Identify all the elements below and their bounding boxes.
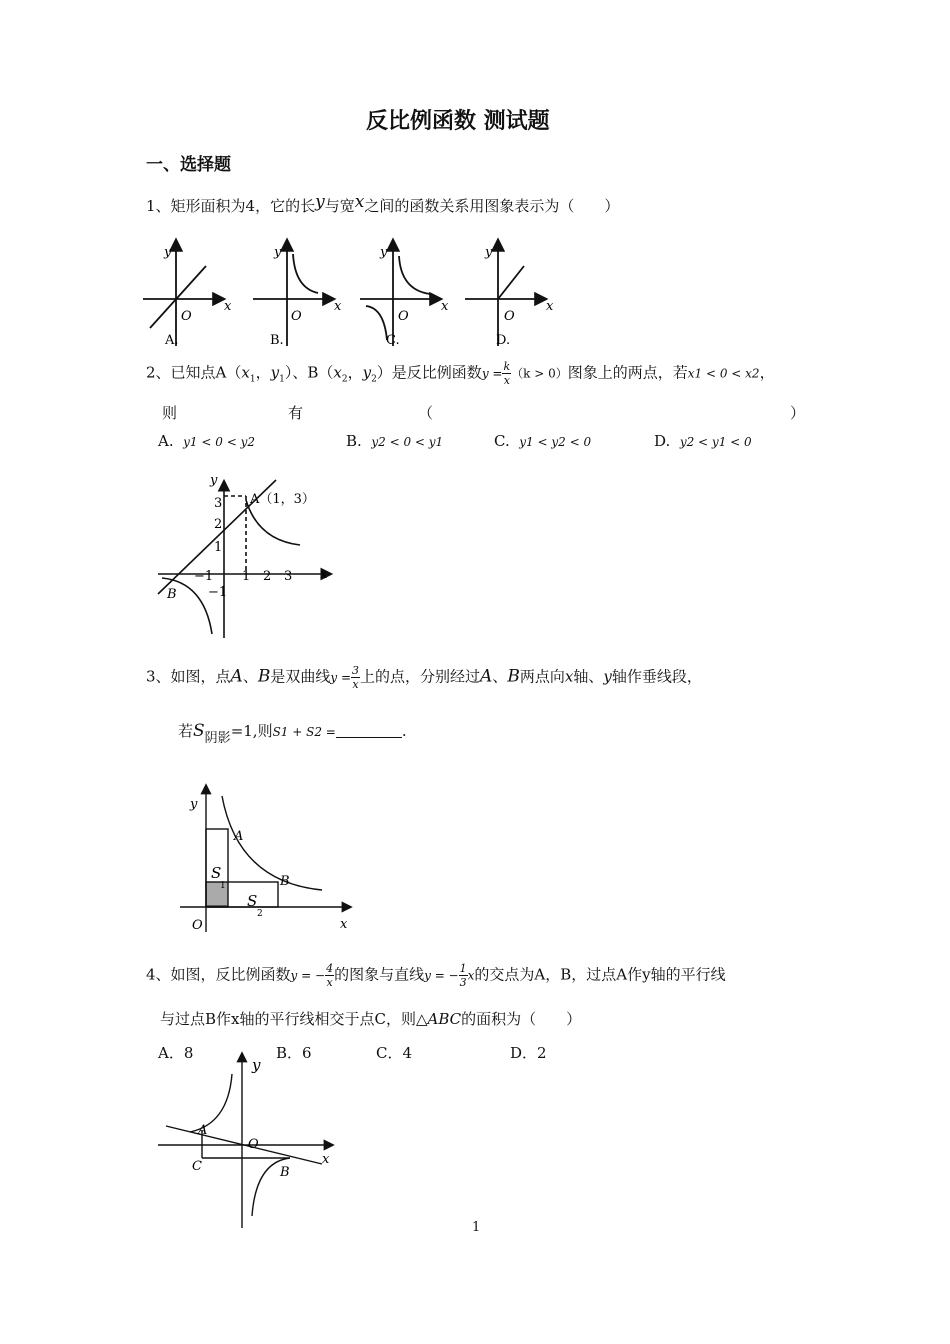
page-number: 1 (472, 1220, 481, 1235)
answer-blank[interactable] (336, 727, 402, 738)
q2-option-d[interactable]: D. y2 < y1 < 0 (654, 432, 752, 450)
question-1-text: 1、矩形面积为4，它的长y与宽x之间的函数关系用图象表示为（ ） (146, 192, 620, 215)
graph-b (253, 241, 333, 346)
question-3-text: 3、如图，点A、B是双曲线y = $\frac{3}{x}$ 上的点，分别经过A、B两点向x轴、y轴作垂线段， (146, 664, 702, 691)
q4-x-label: x (322, 1152, 330, 1167)
q3-point-b: B (280, 874, 290, 889)
graph-b-x-label: x (334, 299, 342, 314)
q2-tick-x: 3 (284, 569, 293, 584)
q2-option-c[interactable]: C. y1 < y2 < 0 (494, 432, 592, 450)
q3-point-a: A (234, 829, 244, 844)
graph-c-y-label: y (380, 245, 388, 260)
question-2-line2-b: 有 (288, 404, 304, 422)
question-2-graph (150, 470, 350, 642)
q4-point-b: B (280, 1165, 290, 1180)
question-2-line2-a: 则 (162, 404, 178, 422)
q3-s2: S (247, 892, 258, 910)
graph-a-y-label: y (164, 245, 172, 260)
q4-option-c[interactable]: C．4 (376, 1044, 413, 1062)
q2-tick-y: 2 (214, 517, 223, 532)
q2-tick-y: 3 (214, 496, 223, 511)
graph-c-label: C. (386, 333, 400, 348)
q2-point-b-label: B (167, 587, 177, 602)
graph-d-x-label: x (546, 299, 554, 314)
question-2-line2-d: ） (790, 404, 806, 422)
q2-tick-x: 1 (242, 569, 251, 584)
graph-c-x-label: x (441, 299, 449, 314)
question-4-graph (150, 1050, 350, 1230)
q4-option-d[interactable]: D．2 (510, 1044, 547, 1062)
question-2-text: 2、已知点$A(x_1$，$y_1$）、$B(x_2$，$y_2$）是反比例函数y = $\frac{k}{x}$ （k > 0）图象上的两点，若x1 < 0 < x2， (146, 360, 775, 387)
question-4-text: 4、如图，反比例函数y = − $\frac{4}{x}$ 的图象与直线y = − $\frac{1}{3}$ x的交点为A，B，过点A作y轴的平行线 (146, 962, 726, 989)
question-4-line2: 与过点B作x轴的平行线相交于点C，则△ABC的面积为（ ） (160, 1010, 582, 1028)
q4-y-label: y (252, 1056, 261, 1074)
q4-option-b[interactable]: B．6 (276, 1044, 312, 1062)
q3-s2-sub: 2 (257, 909, 263, 919)
q2-tick-x: 2 (263, 569, 272, 584)
question-3-graph (180, 782, 360, 934)
q4-option-a[interactable]: A．8 (158, 1044, 194, 1062)
graph-d (465, 241, 545, 346)
q3-s1: S (211, 864, 222, 882)
q3-s1-sub: 1 (220, 881, 226, 891)
q4-point-a: A (198, 1123, 208, 1138)
graph-b-label: B. (270, 333, 284, 348)
q3-y-label: y (190, 797, 198, 812)
q2-y-label: y (210, 473, 218, 488)
graph-a (143, 241, 223, 346)
q2-option-b[interactable]: B. y2 < 0 < y1 (346, 432, 444, 450)
q3-x-label: x (340, 917, 348, 932)
graph-a-x-label: x (224, 299, 232, 314)
graph-c (360, 241, 440, 346)
q2-x-label: x (320, 567, 328, 582)
q2-tick-x: −1 (194, 569, 214, 584)
graph-c-origin: O (398, 309, 409, 324)
graph-a-label: A. (165, 333, 179, 348)
graph-d-y-label: y (485, 245, 493, 260)
q4-origin: O (248, 1137, 259, 1152)
graph-b-origin: O (291, 309, 302, 324)
graph-d-label: D. (496, 333, 511, 348)
question-3-line2: 若S阴影=1,则S1 + S2 = . (178, 721, 407, 746)
graph-d-origin: O (504, 309, 515, 324)
q3-origin: O (192, 918, 203, 933)
graph-a-origin: O (181, 309, 192, 324)
section-heading: 一、选择题 (146, 155, 231, 175)
q2-tick-y: 1 (214, 540, 223, 555)
question-2-line2-c: （ (418, 404, 434, 422)
page-title: 反比例函数 测试题 (366, 109, 550, 134)
graph-b-y-label: y (274, 245, 282, 260)
q2-option-a[interactable]: A. y1 < 0 < y2 (158, 432, 255, 450)
q2-tick-y: −1 (208, 585, 228, 600)
q2-point-a-label: A（1，3） (250, 492, 315, 507)
q4-point-c: C (192, 1159, 202, 1174)
question-1-graphs (138, 236, 568, 348)
